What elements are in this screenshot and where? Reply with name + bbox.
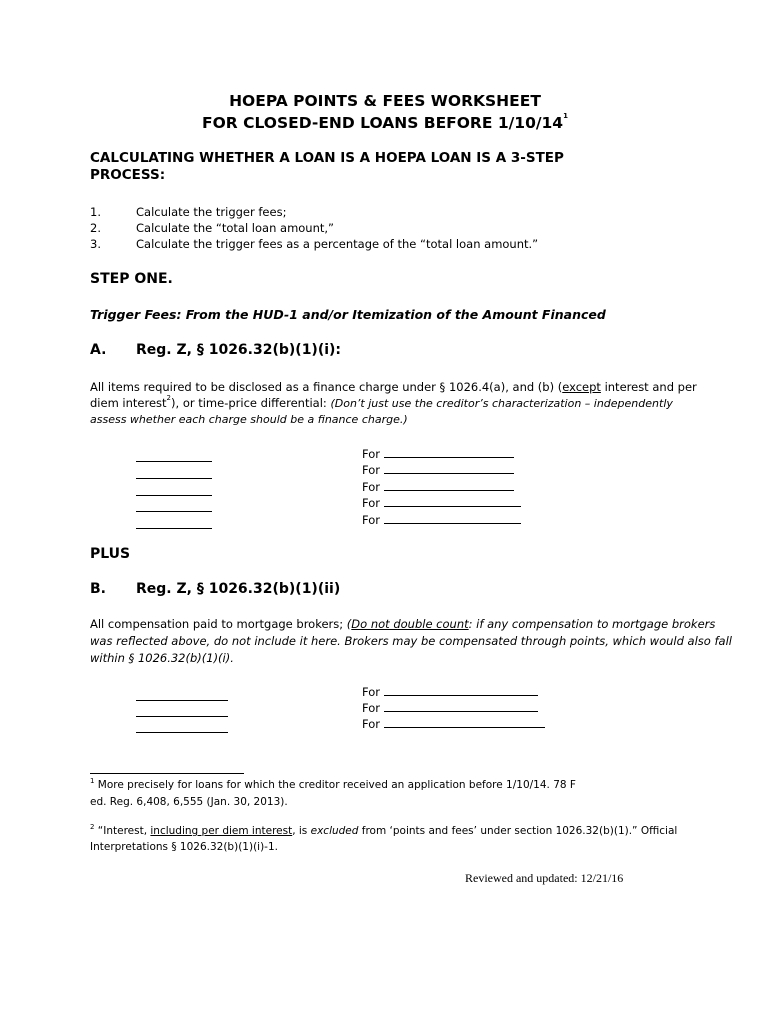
fee-description-blank[interactable] [384, 447, 514, 458]
footnote-2-line1 [90, 825, 677, 837]
broker-description-blank[interactable] [384, 701, 538, 712]
for-label: For [362, 701, 380, 715]
footnote-1-text: More precisely for loans for which the creditor received an application before 1/10/14. 78 F [94, 779, 576, 791]
for-row [362, 513, 521, 527]
text: ( [346, 617, 352, 631]
fee-description-blank[interactable] [384, 463, 514, 474]
for-row [362, 717, 545, 731]
text: “Interest, [94, 825, 151, 837]
for-row [362, 496, 521, 510]
section-a-paragraph-line3: assess whether each charge should be a finance charge.) [90, 413, 408, 426]
for-row [362, 463, 514, 477]
fee-description-blank[interactable] [384, 513, 521, 524]
step-text: Calculate the trigger fees; [136, 205, 287, 219]
text: , is [292, 825, 311, 837]
for-row [362, 701, 538, 715]
footnote-2-number: 2 [90, 823, 95, 831]
section-b-title: Reg. Z, § 1026.32(b)(1)(ii) [136, 581, 341, 597]
intro-heading-line1: CALCULATING WHETHER A LOAN IS A HOEPA LOAN IS A 3-STEP [90, 150, 564, 166]
intro-heading-line2: PROCESS: [90, 167, 166, 183]
except-text: except [562, 380, 601, 394]
for-row [362, 480, 514, 494]
step-number: 1. [90, 205, 101, 219]
fee-description-blank[interactable] [384, 496, 521, 507]
for-row [362, 685, 538, 699]
for-label: For [362, 717, 380, 731]
for-label: For [362, 513, 380, 527]
broker-description-blank[interactable] [384, 717, 545, 728]
plus-label: PLUS [90, 546, 131, 562]
footnote-divider [90, 773, 244, 774]
footnote-1-number: 1 [90, 777, 95, 785]
for-label: For [362, 685, 380, 699]
fee-description-blank[interactable] [384, 480, 514, 491]
title-text: FOR CLOSED-END LOANS BEFORE 1/10/14 [202, 114, 564, 132]
step-one-heading: STEP ONE. [90, 271, 173, 287]
for-row [362, 447, 514, 461]
text: interest and per [600, 380, 697, 394]
text: from ‘points and fees’ under section 1026.32(b)(1).” Official [358, 825, 678, 837]
for-label: For [362, 463, 380, 477]
step-one-subheading: Trigger Fees: From the HUD-1 and/or Itemization of the Amount Financed [90, 307, 606, 322]
step-text: Calculate the “total loan amount,” [136, 221, 335, 235]
for-label: For [362, 480, 380, 494]
section-b-paragraph-line3: within § 1026.32(b)(1)(i). [90, 651, 234, 665]
footnote-ref-2: 2 [166, 394, 172, 402]
text: : if any compensation to mortgage brokers [468, 617, 716, 631]
for-label: For [362, 447, 380, 461]
broker-description-blank[interactable] [384, 685, 538, 696]
underlined-text: including per diem interest [150, 825, 293, 837]
section-a-title: Reg. Z, § 1026.32(b)(1)(i): [136, 342, 342, 358]
section-b-letter: B. [90, 581, 106, 597]
step-text: Calculate the trigger fees as a percentage of the “total loan amount.” [136, 237, 539, 251]
section-a-letter: A. [90, 342, 107, 358]
italic-note: (Don’t just use the creditor’s characterization – independently [330, 397, 673, 410]
section-b-paragraph-line2: was reflected above, do not include it here. Brokers may be compensated through points, which would also fall [90, 634, 732, 648]
document-title-line2 [0, 114, 770, 132]
fee-amount-blank[interactable] [136, 514, 212, 533]
section-b-paragraph-line1 [90, 617, 715, 631]
reviewed-date: Reviewed and updated: 12/21/16 [465, 871, 624, 885]
footnote-ref-1: 1 [563, 112, 568, 120]
broker-amount-blank[interactable] [136, 718, 228, 737]
section-a-paragraph-line2 [90, 396, 673, 410]
text: ), or time-price differential: [171, 396, 331, 410]
do-not-double-count: Do not double count [351, 617, 469, 631]
footnote-1-line1 [90, 779, 576, 791]
footnote-1-line2: ed. Reg. 6,408, 6,555 (Jan. 30, 2013). [90, 796, 288, 808]
step-number: 3. [90, 237, 101, 251]
text: diem interest [90, 396, 167, 410]
for-label: For [362, 496, 380, 510]
step-number: 2. [90, 221, 101, 235]
text: All items required to be disclosed as a finance charge under § 1026.4(a), and (b) ( [90, 380, 563, 394]
document-title-line1: HOEPA POINTS & FEES WORKSHEET [229, 92, 541, 110]
excluded-text: excluded [310, 825, 359, 837]
footnote-2-line2: Interpretations § 1026.32(b)(1)(i)-1. [90, 841, 278, 853]
section-a-paragraph-line1 [90, 380, 697, 394]
text: All compensation paid to mortgage brokers; [90, 617, 347, 631]
